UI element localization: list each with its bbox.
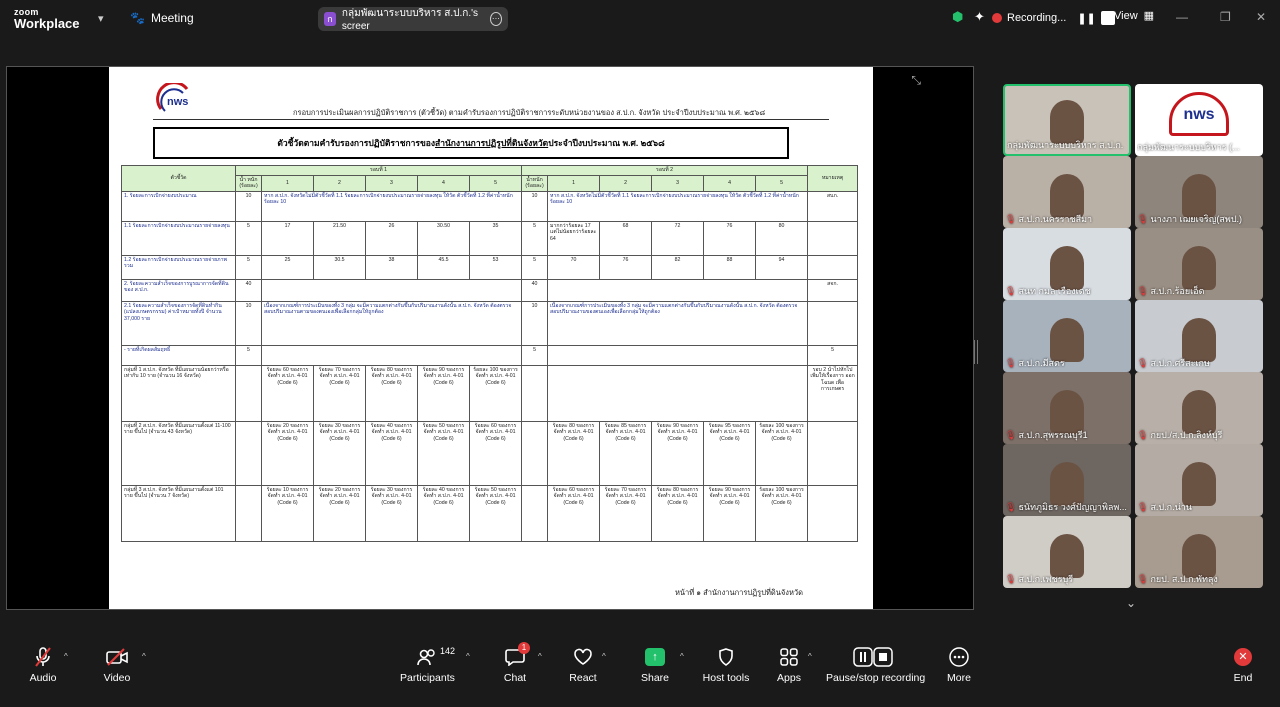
merged-cell: หาก ส.ป.ก. จังหวัดไม่มีตัวชี้วัดที่ 1.1 ร้อยละการเบิกจ่ายงบประมาณรายจ่ายลงทุน ให้วัด ตัวชี้วัดที่ 1.2 ที่ค่าน้ำหนักร้อยละ 10	[262, 191, 522, 221]
chat-icon	[500, 644, 530, 670]
level-cell: 30.50	[418, 221, 470, 255]
level-cell: ร้อยละ 80 ของการจัดทำ ส.ป.ก. 4-01 (Code 6)	[548, 421, 600, 485]
header-level: 3	[366, 175, 418, 191]
paw-icon: 🐾	[130, 11, 145, 25]
participant-tile[interactable]	[1003, 228, 1131, 300]
chevron-up-icon[interactable]: ^	[64, 652, 68, 661]
chevron-up-icon[interactable]: ^	[680, 652, 684, 661]
table-row	[122, 191, 858, 221]
table-row	[122, 301, 858, 345]
level-cell: ร้อยละ 20 ของการจัดทำ ส.ป.ก. 4-01 (Code 6)	[262, 421, 314, 485]
level-cell: 21.50	[314, 221, 366, 255]
kpi-cell: 2. ร้อยละความสำเร็จของการบูรณาการจัดที่ดินของ ส.ป.ก.	[122, 279, 236, 301]
header-kpi: ตัวชี้วัด	[122, 166, 236, 192]
participant-name	[1137, 356, 1261, 370]
chevron-up-icon[interactable]: ^	[808, 652, 812, 661]
mic-off-icon: 🎙	[1137, 429, 1149, 440]
level-cell: 26	[366, 221, 418, 255]
mic-off-icon: 🎙	[1137, 213, 1149, 224]
mic-off-icon: 🎙	[1005, 213, 1017, 224]
weight-cell: 40	[236, 279, 262, 301]
participant-name-label: ส.ป.ก.สุพรรณบุรี1	[1018, 430, 1088, 440]
weight-cell: 40	[522, 279, 548, 301]
shield-icon[interactable]: ⬢	[952, 9, 964, 24]
participant-count: 142	[440, 646, 456, 656]
camera-off-icon	[102, 644, 132, 670]
document-title	[153, 127, 789, 159]
weight-cell: 5	[522, 345, 548, 365]
merged-cell: หาก ส.ป.ก. จังหวัดไม่มีตัวชี้วัดที่ 1.1 ร้อยละการเบิกจ่ายงบประมาณรายจ่ายลงทุน ให้วัด ตัวชี้วัดที่ 1.2 ที่ค่าน้ำหนักร้อยละ 10	[548, 191, 808, 221]
level-cell: ร้อยละ 90 ของการจัดทำ ส.ป.ก. 4-01 (Code 6)	[704, 485, 756, 541]
recording-label: Recording...	[1007, 12, 1067, 24]
chevron-up-icon[interactable]: ^	[602, 652, 606, 661]
weight-cell: 5	[236, 255, 262, 279]
table-row	[122, 365, 858, 421]
weight-cell: 5	[522, 255, 548, 279]
mic-off-icon: 🎙	[1005, 285, 1017, 296]
mic-off-icon: 🎙	[1005, 429, 1017, 440]
document-header: กรอบการประเมินผลการปฏิบัติราชการ (ตัวชี้วัด) ตามคำรับรองการปฏิบัติราชการระดับหน่วยงานของ ส.ป.ก. จังหวัด ประจำปีงบประมาณ พ.ศ. ๒๕๖๘	[293, 108, 766, 117]
react-button[interactable]	[568, 644, 598, 684]
participant-name	[1007, 138, 1127, 152]
participant-tile[interactable]	[1003, 444, 1131, 516]
level-cell: ร้อยละ 50 ของการจัดทำ ส.ป.ก. 4-01 (Code 6)	[418, 421, 470, 485]
nws-logo: nws	[1169, 92, 1229, 136]
level-cell: ร้อยละ 85 ของการจัดทำ ส.ป.ก. 4-01 (Code 6)	[600, 421, 652, 485]
level-cell: ร้อยละ 70 ของการจัดทำ ส.ป.ก. 4-01 (Code 6)	[600, 485, 652, 541]
level-cell: 72	[652, 221, 704, 255]
header-level: 3	[652, 175, 704, 191]
participant-tile[interactable]	[1135, 300, 1263, 372]
logo-text: nws	[167, 96, 189, 108]
mic-off-icon: 🎙	[1005, 357, 1017, 368]
header-level: 5	[470, 175, 522, 191]
note-cell	[808, 255, 858, 279]
weight-cell: 10	[236, 301, 262, 345]
shared-document	[109, 67, 873, 609]
host-tools-button[interactable]	[702, 644, 750, 684]
record-dot-icon	[992, 13, 1002, 23]
header-round-2: รอบที่ 2	[522, 166, 808, 176]
pause-stop-icon	[826, 644, 920, 670]
participant-name	[1137, 140, 1261, 154]
weight-cell: 5	[522, 221, 548, 255]
level-cell: 68	[600, 221, 652, 255]
share-label: Share	[640, 672, 670, 684]
table-row	[122, 255, 858, 279]
empty-cell	[262, 279, 522, 301]
participant-tile[interactable]	[1003, 300, 1131, 372]
participant-name	[1005, 572, 1129, 586]
view-menu[interactable]	[1114, 9, 1154, 22]
note-cell	[808, 301, 858, 345]
participant-tile[interactable]	[1135, 228, 1263, 300]
view-grid-icon: ▦	[1143, 10, 1155, 22]
restore-icon[interactable]: ❐	[1220, 10, 1231, 24]
level-cell: 53	[470, 255, 522, 279]
header-round-1: รอบที่ 1	[236, 166, 522, 176]
participant-name	[1005, 500, 1129, 514]
workplace-label: Workplace	[14, 16, 80, 31]
shared-screen	[6, 66, 974, 610]
chevron-down-icon[interactable]: ▾	[98, 13, 104, 25]
mic-off-icon: 🎙	[1137, 285, 1149, 296]
participant-tile[interactable]	[1003, 516, 1131, 588]
level-cell: ร้อยละ 100 ของการจัดทำ ส.ป.ก. 4-01 (Code 6)	[756, 485, 808, 541]
zoom-label: zoom	[14, 7, 39, 17]
level-cell: มากกว่าร้อยละ 17 แต่ไม่น้อยกว่าร้อยละ 64	[548, 221, 600, 255]
kpi-cell: 2.1 ร้อยละความสำเร็จของการจัดที่ดินทำกิน (แปลงเกษตรกรรม) ค่าเป้าหมายทั้งปี จำนวน 37,000 ราย	[122, 301, 236, 345]
weight-cell: 10	[522, 301, 548, 345]
nws-logo	[153, 83, 197, 113]
host-tools-label: Host tools	[702, 672, 750, 684]
level-cell: ร้อยละ 95 ของการจัดทำ ส.ป.ก. 4-01 (Code 6)	[704, 421, 756, 485]
audio-label: Audio	[29, 672, 57, 684]
participant-name-label: ส.ป.ก.เพชรบุรี	[1018, 574, 1074, 584]
end-call-icon: ✕	[1234, 648, 1252, 666]
close-icon[interactable]: ✕	[1256, 10, 1267, 24]
shield-icon	[702, 644, 750, 670]
minimize-icon[interactable]: —	[1176, 10, 1188, 24]
title-suffix: ประจำปีงบประมาณ พ.ศ. ๒๕๖๘	[548, 138, 665, 148]
participant-tile[interactable]	[1135, 156, 1263, 228]
participant-tile[interactable]	[1135, 372, 1263, 444]
level-cell: 25	[262, 255, 314, 279]
sharer-avatar: ก	[324, 12, 336, 26]
table-row	[122, 345, 858, 365]
level-cell: ร้อยละ 80 ของการจัดทำ ส.ป.ก. 4-01 (Code 6)	[366, 365, 418, 421]
end-button[interactable]	[1228, 644, 1258, 684]
chevron-up-icon[interactable]: ^	[142, 652, 146, 661]
participant-name	[1137, 284, 1261, 298]
note-cell: สจก.	[808, 279, 858, 301]
pause-recording-label: Pause/stop recording	[826, 672, 926, 684]
participant-name	[1137, 212, 1261, 226]
note-cell	[808, 421, 858, 485]
level-cell: 82	[652, 255, 704, 279]
level-cell: ร้อยละ 30 ของการจัดทำ ส.ป.ก. 4-01 (Code 6)	[314, 421, 366, 485]
weight-cell	[236, 421, 262, 485]
participant-name-label: ส.ป.ก.มีสตร	[1018, 358, 1065, 368]
title-prefix: ตัวชี้วัดตามคำรับรองการปฏิบัติราชการของ	[277, 138, 436, 148]
empty-cell	[548, 345, 808, 365]
chat-label: Chat	[503, 672, 527, 684]
header-level: 4	[704, 175, 756, 191]
mic-off-icon: 🎙	[1137, 357, 1149, 368]
level-cell: 45.5	[418, 255, 470, 279]
merged-cell: เนื่องจากเกณฑ์การประเมินของทั้ง 3 กลุ่ม จะมีความแตกต่างกันขึ้นกับปริมาณงานดังนั้น ส.ป.ก. จังหวัด ต้องตรวจสอบปริมาณงานตามของตนเองเพื่อเลือกกลุ่มให้ถูกต้อง	[262, 301, 522, 345]
kpi-cell: 1.2 ร้อยละการเบิกจ่ายงบประมาณรายจ่ายภาพรวม	[122, 255, 236, 279]
mic-off-icon: 🎙	[1137, 573, 1149, 584]
weight-cell	[522, 365, 548, 421]
header-level: 2	[600, 175, 652, 191]
more-options-icon[interactable]: ···	[490, 12, 502, 26]
recording-indicator	[992, 8, 1115, 28]
apps-icon	[774, 644, 804, 670]
level-cell: 88	[704, 255, 756, 279]
participant-name-label: กลุ่มพัฒนาระบบบริหาร (...	[1137, 142, 1240, 152]
meeting-menu[interactable]	[130, 11, 194, 25]
participant-tile[interactable]	[1135, 84, 1263, 156]
kpi-cell: 1.1 ร้อยละการเบิกจ่ายงบประมาณรายจ่ายลงทุน	[122, 221, 236, 255]
table-row	[122, 221, 858, 255]
video-button[interactable]	[102, 644, 132, 684]
share-label: กลุ่มพัฒนาระบบบริหาร ส.ป.ก.'s screer	[341, 8, 479, 32]
level-cell: 38	[366, 255, 418, 279]
note-cell: 5	[808, 345, 858, 365]
level-cell: 17	[262, 221, 314, 255]
level-cell: ร้อยละ 60 ของการจัดทำ ส.ป.ก. 4-01 (Code 6)	[470, 421, 522, 485]
participant-name-label: กยป./ส.ป.ก.ลิงห์บุรี	[1150, 430, 1223, 440]
apps-button[interactable]	[774, 644, 804, 684]
meeting-label: Meeting	[150, 11, 194, 25]
table-row	[122, 421, 858, 485]
note-cell	[808, 485, 858, 541]
participant-name	[1137, 500, 1261, 514]
weight-cell	[236, 365, 262, 421]
people-icon	[400, 644, 454, 670]
participant-name-label: นางภา เฌยเจริญ(สพป.)	[1150, 214, 1243, 224]
apps-label: Apps	[777, 672, 801, 684]
level-cell: ร้อยละ 10 ของการจัดทำ ส.ป.ก. 4-01 (Code 6)	[262, 485, 314, 541]
zoom-logo	[14, 6, 80, 30]
kpi-table	[121, 165, 858, 542]
sparkle-icon[interactable]: ✦	[974, 9, 985, 24]
participant-name-label: สนท กมล เรืองเดช	[1018, 286, 1091, 296]
video-label: Video	[103, 672, 131, 684]
participant-name	[1005, 356, 1129, 370]
header-level: 4	[418, 175, 470, 191]
kpi-cell: กลุ่มที่ 3 ส.ป.ก. จังหวัด ที่มีแผนงานตั้งแต่ 101 ราย ขึ้นไป (จำนวน 7 จังหวัด)	[122, 485, 236, 541]
level-cell: ร้อยละ 30 ของการจัดทำ ส.ป.ก. 4-01 (Code 6)	[366, 485, 418, 541]
header-level: 1	[548, 175, 600, 191]
document-footer: หน้าที่ ๑ สำนักงานการปฏิรูปที่ดินจังหวัด	[674, 588, 803, 597]
participant-name-label: กยป. ส.ป.ก.พัทลุง	[1150, 574, 1218, 584]
header-weight-1: น้ำ หนัก (ร้อยละ)	[236, 175, 262, 191]
level-cell: 35	[470, 221, 522, 255]
note-cell: สบภ.	[808, 191, 858, 221]
note-cell	[808, 221, 858, 255]
end-label: End	[1233, 672, 1253, 684]
level-cell: ร้อยละ 50 ของการจัดทำ ส.ป.ก. 4-01 (Code 6)	[470, 485, 522, 541]
participant-name	[1005, 284, 1129, 298]
table-row	[122, 485, 858, 541]
pause-stop-recording-button[interactable]	[826, 644, 926, 684]
header-level: 1	[262, 175, 314, 191]
header-rule	[153, 119, 829, 120]
participants-button[interactable]	[400, 644, 454, 684]
note-cell: รอบ 2 นำไปหักไป เพิ่มให้เรื่องการ ออกโฉนด เพื่อการเกษตร	[808, 365, 858, 421]
top-bar	[0, 0, 1280, 38]
weight-cell: 10	[236, 191, 262, 221]
splitter-handle[interactable]	[974, 340, 978, 364]
react-label: React	[569, 672, 597, 684]
level-cell: 76	[704, 221, 756, 255]
chevron-down-icon[interactable]: ⌄	[1126, 596, 1137, 610]
participant-name	[1137, 428, 1261, 442]
level-cell: ร้อยละ 20 ของการจัดทำ ส.ป.ก. 4-01 (Code 6)	[314, 485, 366, 541]
share-button[interactable]	[640, 644, 670, 684]
pause-recording-icon[interactable]: ❚❚	[1077, 12, 1096, 25]
level-cell: 76	[600, 255, 652, 279]
level-cell: 80	[756, 221, 808, 255]
more-button[interactable]	[944, 644, 974, 684]
header-weight-2: น้ำหนัก (ร้อยละ)	[522, 175, 548, 191]
participant-name-label: ส.ป.ก.น่าน	[1150, 502, 1192, 512]
participants-label: Participants	[400, 672, 455, 684]
participant-name-label: ส.ป.ก.ร้อยเอ็ด	[1150, 286, 1205, 296]
mic-off-icon: 🎙	[1005, 501, 1017, 512]
participant-tile[interactable]	[1003, 84, 1131, 156]
level-cell: 30.5	[314, 255, 366, 279]
participant-name-label: ส.ป.ก.ศรีสะเกษ	[1150, 358, 1210, 368]
level-cell: ร้อยละ 100 ของการจัดทำ ส.ป.ก. 4-01 (Code 6)	[470, 365, 522, 421]
mic-off-icon: 🎙	[1005, 573, 1017, 584]
weight-cell	[522, 485, 548, 541]
participant-name	[1005, 212, 1129, 226]
weight-cell	[236, 485, 262, 541]
empty-cell	[548, 365, 808, 421]
participant-name-label: ธนัทภูมิธร วงศ์ปัญญาพิลพ...	[1018, 502, 1127, 512]
table-row	[122, 279, 858, 301]
participant-name	[1005, 428, 1129, 442]
end-icon-wrap	[1228, 644, 1258, 670]
header-level: 5	[756, 175, 808, 191]
participant-name-label: กลุ่มพัฒนาระบบบริหาร ส.ป.ก.	[1007, 140, 1124, 150]
participant-tile[interactable]	[1003, 156, 1131, 228]
empty-cell	[548, 279, 808, 301]
chevron-up-icon[interactable]: ^	[466, 652, 470, 661]
participant-tile[interactable]	[1135, 444, 1263, 516]
level-cell: ร้อยละ 60 ของการจัดทำ ส.ป.ก. 4-01 (Code 6)	[262, 365, 314, 421]
participant-tile[interactable]	[1003, 372, 1131, 444]
meeting-toolbar	[0, 636, 1280, 707]
chat-badge: 1	[518, 642, 530, 654]
level-cell: ร้อยละ 100 ของการจัดทำ ส.ป.ก. 4-01 (Code 6)	[756, 421, 808, 485]
level-cell: ร้อยละ 70 ของการจัดทำ ส.ป.ก. 4-01 (Code 6)	[314, 365, 366, 421]
title-underlined: สำนักงานการปฏิรูปที่ดินจังหวัด	[435, 138, 549, 148]
level-cell: ร้อยละ 60 ของการจัดทำ ส.ป.ก. 4-01 (Code 6)	[548, 485, 600, 541]
mic-off-icon: 🎙	[1137, 501, 1149, 512]
header-note: หมายเหตุ	[808, 166, 858, 192]
screen-share-indicator[interactable]	[318, 7, 508, 31]
audio-button[interactable]	[28, 644, 58, 684]
heart-icon	[568, 644, 598, 670]
chat-button[interactable]	[500, 644, 530, 684]
participant-name-label: ส.ป.ก.นครราชสีมา	[1018, 214, 1093, 224]
weight-cell: 10	[522, 191, 548, 221]
level-cell: 70	[548, 255, 600, 279]
chevron-up-icon[interactable]: ^	[538, 652, 542, 661]
level-cell: ร้อยละ 80 ของการจัดทำ ส.ป.ก. 4-01 (Code 6)	[652, 485, 704, 541]
stop-recording-icon[interactable]	[1101, 11, 1115, 25]
level-cell: ร้อยละ 90 ของการจัดทำ ส.ป.ก. 4-01 (Code 6)	[418, 365, 470, 421]
share-icon-wrap	[640, 644, 670, 670]
exit-fullscreen-icon[interactable]: ⤡	[911, 73, 921, 87]
kpi-cell: กลุ่มที่ 2 ส.ป.ก. จังหวัด ที่มีแผนงานตั้งแต่ 11-100 ราย ขึ้นไป (จำนวน 43 จังหวัด)	[122, 421, 236, 485]
weight-cell	[522, 421, 548, 485]
kpi-cell: - รายที่เกิดผลสัมฤทธิ์	[122, 345, 236, 365]
mic-off-icon	[28, 644, 58, 670]
participant-tile[interactable]	[1135, 516, 1263, 588]
weight-cell: 5	[236, 221, 262, 255]
level-cell: 94	[756, 255, 808, 279]
more-label: More	[947, 672, 971, 684]
view-label: View	[1114, 9, 1138, 22]
share-arrow-icon: ↑	[645, 648, 665, 666]
more-icon	[944, 644, 974, 670]
level-cell: ร้อยละ 40 ของการจัดทำ ส.ป.ก. 4-01 (Code 6)	[366, 421, 418, 485]
kpi-cell: กลุ่มที่ 1 ส.ป.ก. จังหวัด ที่มีแผนงานน้อยกว่าหรือเท่ากับ 10 ราย (จำนวน 16 จังหวัด)	[122, 365, 236, 421]
level-cell: ร้อยละ 40 ของการจัดทำ ส.ป.ก. 4-01 (Code 6)	[418, 485, 470, 541]
kpi-cell: 1. ร้อยละการเบิกจ่ายงบประมาณ	[122, 191, 236, 221]
level-cell: ร้อยละ 90 ของการจัดทำ ส.ป.ก. 4-01 (Code 6)	[652, 421, 704, 485]
merged-cell: เนื่องจากเกณฑ์การประเมินของทั้ง 3 กลุ่ม จะมีความแตกต่างกันขึ้นกับปริมาณงานดังนั้น ส.ป.ก. จังหวัด ต้องตรวจสอบปริมาณงานของตนเองเพื่อเลือกกลุ่มให้ถูกต้อง	[548, 301, 808, 345]
empty-cell	[262, 345, 522, 365]
header-level: 2	[314, 175, 366, 191]
weight-cell: 5	[236, 345, 262, 365]
participant-name	[1137, 572, 1261, 586]
participant-gallery	[1003, 84, 1263, 592]
